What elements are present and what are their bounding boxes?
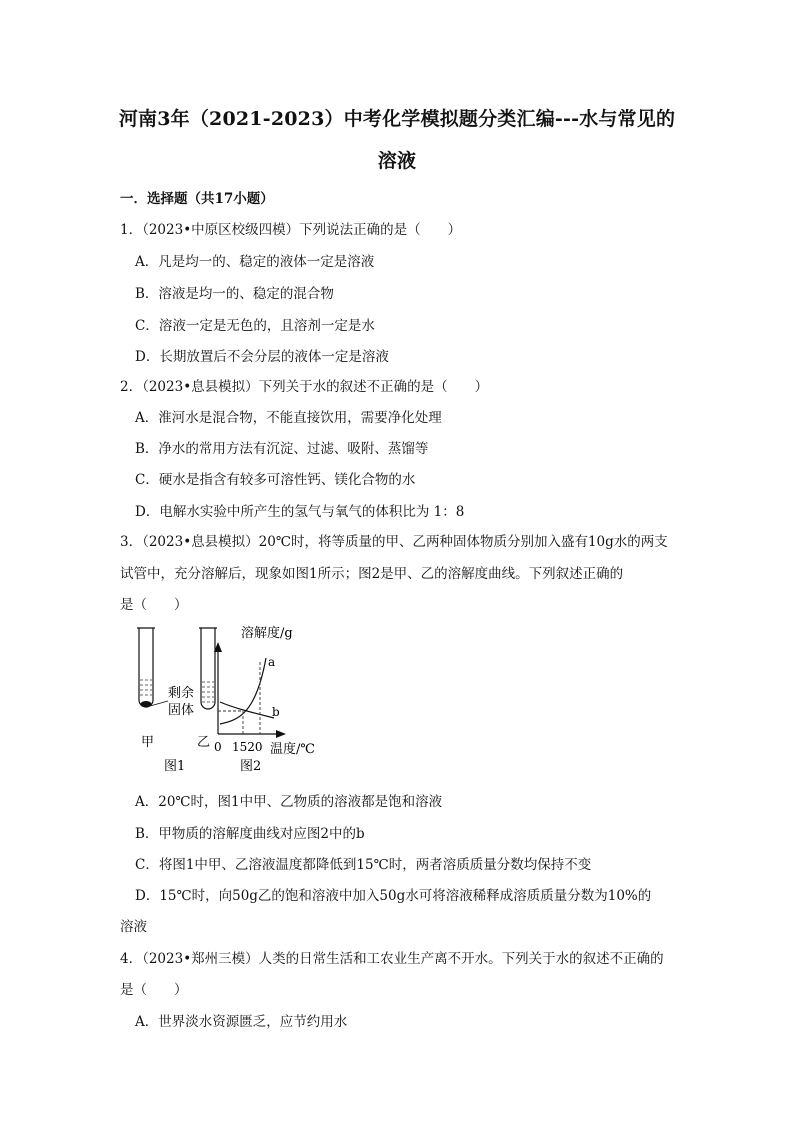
curve-a-label: a (268, 655, 276, 669)
test-tube-yi (199, 628, 217, 709)
question-3-option-d-continued: 溶液 (120, 919, 147, 935)
question-2-option-d: D．电解水实验中所产生的氢气与氧气的体积比为 1：8 (135, 504, 465, 520)
x-axis-label: 温度/℃ (270, 742, 315, 757)
y-axis-label: 溶解度/g (241, 626, 293, 641)
question-1-stem: 1．（2023•中原区校级四模）下列说法正确的是（ ） (120, 222, 462, 238)
curve-b-label: b (272, 705, 280, 719)
question-2-stem: 2．（2023•息县模拟）下列关于水的叙述不正确的是（ ） (120, 379, 489, 395)
question-1-option-b: B．溶液是均一的、稳定的混合物 (135, 286, 334, 302)
section-heading: 一．选择题（共17小题） (120, 191, 274, 207)
question-4-stem-line-1: 4．（2023•郑州三模）人类的日常生活和工农业生产离不开水。下列关于水的叙述不正确的 (120, 951, 664, 967)
residue-solid (141, 701, 152, 707)
question-3-option-c: C．将图1中甲、乙溶液温度都降低到15℃时，两者溶质质量分数均保持不变 (135, 857, 592, 873)
question-3-stem-line-3: 是（ ） (120, 597, 188, 613)
question-2-option-c: C．硬水是指含有较多可溶性钙、镁化合物的水 (135, 472, 416, 488)
question-3-figure (128, 622, 368, 782)
tube-label-yi: 乙 (197, 735, 211, 750)
test-tube-jia (137, 628, 155, 707)
x-axis-arrow (276, 730, 286, 738)
question-3-stem-line-1: 3．（2023•息县模拟）20℃时，将等质量的甲、乙两种固体物质分别加入盛有10g水的两支 (120, 534, 668, 550)
question-2-option-a: A．淮河水是混合物，不能直接饮用，需要净化处理 (135, 410, 442, 426)
tube-label-jia: 甲 (141, 735, 155, 750)
question-4-stem-line-2: 是（ ） (120, 982, 188, 998)
figure-2-caption: 图2 (240, 759, 262, 774)
solubility-graph (214, 625, 315, 774)
residue-label-line-2: 固体 (168, 703, 195, 718)
residue-label-line-1: 剩余 (168, 686, 195, 701)
question-3-figure-svg (128, 622, 368, 778)
question-3-option-a: A．20℃时，图1中甲、乙物质的溶液都是饱和溶液 (135, 794, 443, 810)
question-4-option-a: A．世界淡水资源匮乏，应节约用水 (135, 1014, 348, 1030)
question-3-option-b: B．甲物质的溶解度曲线对应图2中的b (135, 826, 365, 842)
question-1-option-a: A．凡是均一的、稳定的液体一定是溶液 (135, 254, 375, 270)
document-title-line-2: 溶液 (377, 150, 417, 172)
figure-1-caption: 图1 (164, 759, 186, 774)
question-3-stem-line-2: 试管中，充分溶解后，现象如图1所示；图2是甲、乙的溶解度曲线。下列叙述正确的 (120, 566, 624, 582)
question-3-option-d: D．15℃时，向50g乙的饱和溶液中加入50g水可将溶液稀释成溶质质量分数为10%的 (135, 888, 652, 904)
question-1-option-d: D．长期放置后不会分层的液体一定是溶液 (135, 349, 389, 365)
x-tick-labels: 1520 (232, 740, 263, 754)
axis-origin-label: 0 (214, 740, 222, 754)
document-title-line-1: 河南3年（2021-2023）中考化学模拟题分类汇编---水与常见的 (118, 108, 676, 130)
question-1-option-c: C．溶液一定是无色的，且溶剂一定是水 (135, 318, 375, 334)
question-2-option-b: B．净水的常用方法有沉淀、过滤、吸附、蒸馏等 (135, 441, 429, 457)
